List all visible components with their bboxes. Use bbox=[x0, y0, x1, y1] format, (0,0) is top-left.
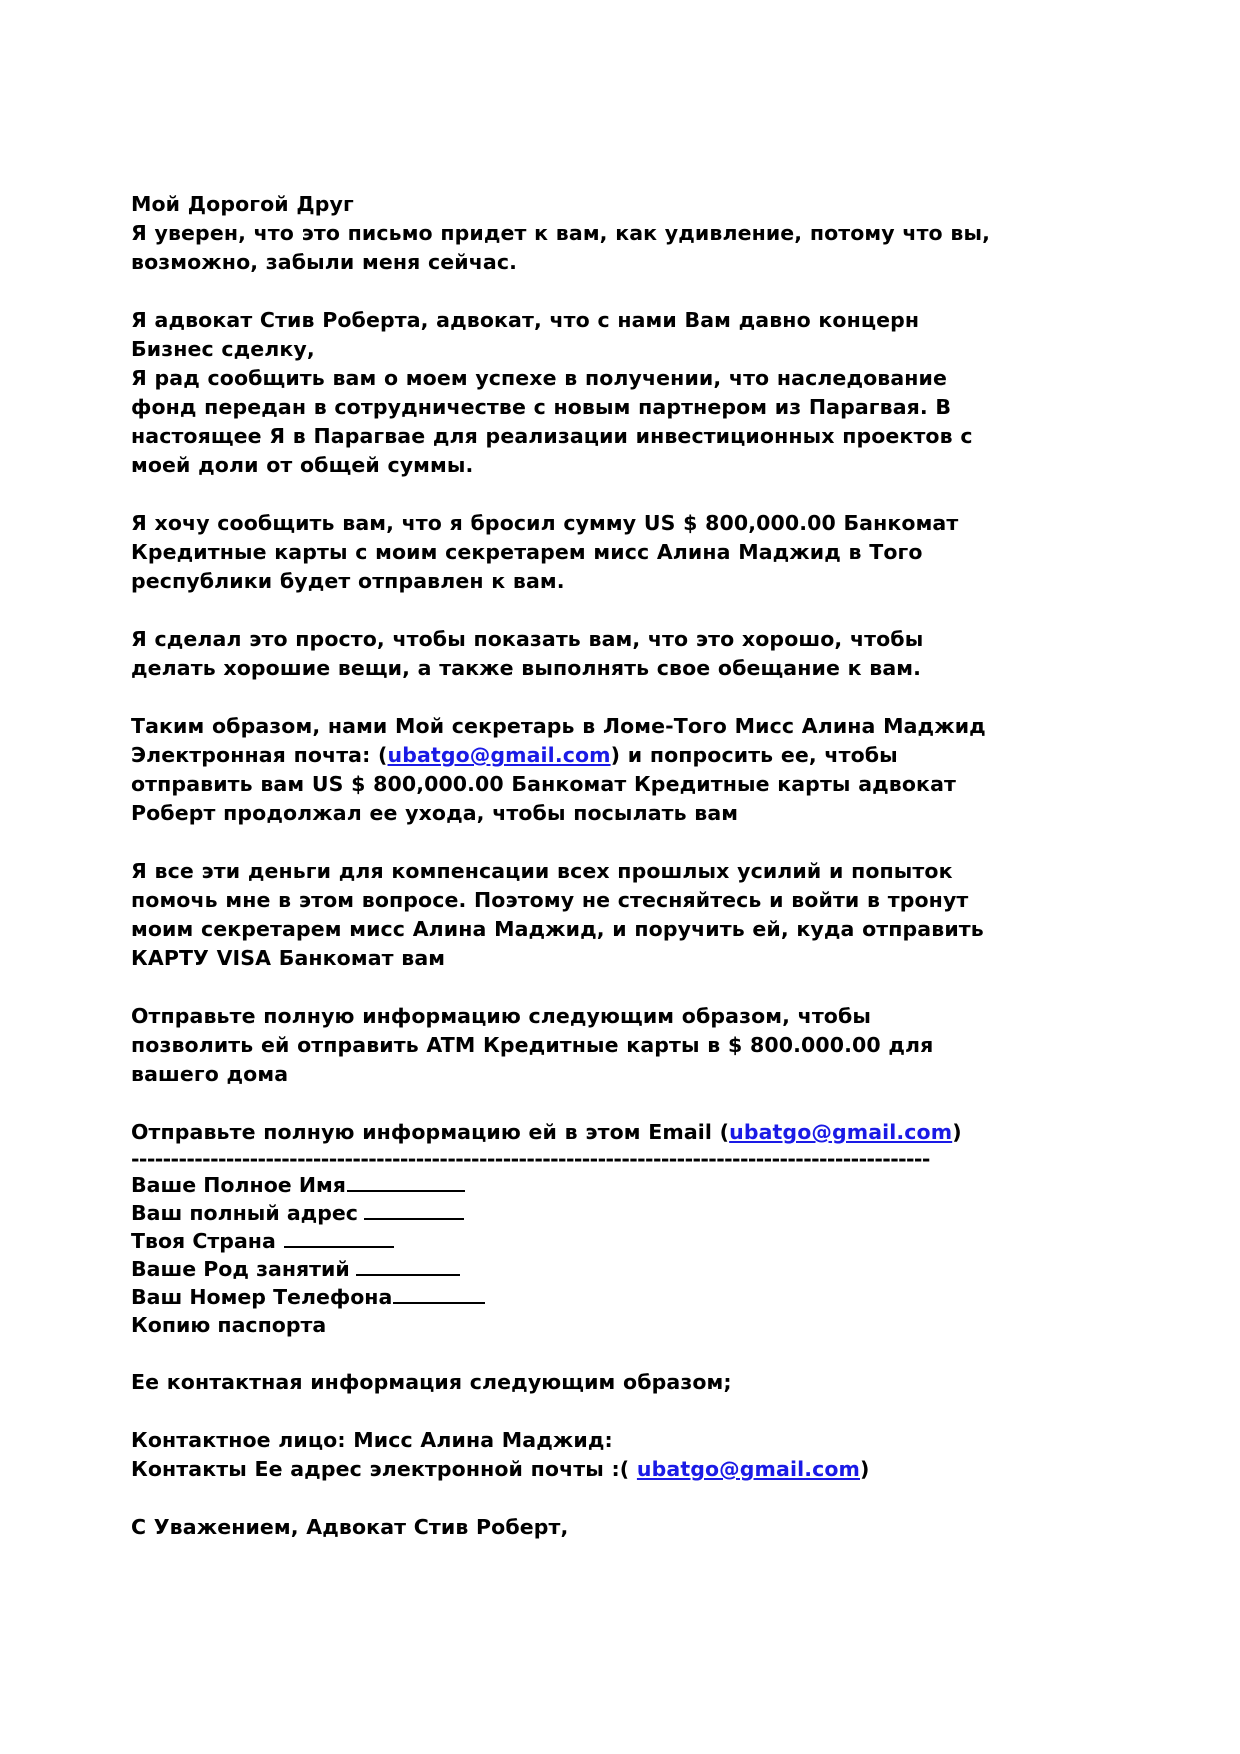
signature: С Уважением, Адвокат Стив Роберт, bbox=[131, 1515, 569, 1539]
paragraph-intro: Я уверен, что это письмо придет к вам, как удивление, потому что вы, возможно, забыли меня сейчас. bbox=[131, 221, 990, 274]
form-field-label: Ваш полный адрес bbox=[131, 1201, 358, 1225]
contact-person-line: Контактное лицо: Мисс Алина Маджид: bbox=[131, 1428, 613, 1452]
form-field-country bbox=[131, 1227, 991, 1255]
contact-text-before: Таким образом, нами Мой секретарь в Ломе-Того Мисс Алина Маджид Электронная почта: ( bbox=[131, 714, 986, 767]
spacer bbox=[131, 480, 991, 509]
email-link-secretary[interactable]: ubatgo@gmail.com bbox=[387, 743, 611, 767]
spacer bbox=[131, 596, 991, 625]
form-field-phone bbox=[131, 1283, 991, 1311]
contact-info-heading: Ее контактная информация следующим образом; bbox=[131, 1370, 732, 1394]
spacer bbox=[131, 277, 991, 306]
paragraph-send-info: Отправьте полную информацию следующим образом, чтобы позволить ей отправить ATM Кредитные карты в $ 800.000.00 для вашего дома bbox=[131, 1004, 934, 1086]
blank-underline[interactable] bbox=[356, 1257, 460, 1276]
form-field-passport: Копию паспорта bbox=[131, 1313, 327, 1337]
salutation: Мой Дорогой Друг bbox=[131, 192, 354, 216]
letter-body bbox=[131, 190, 991, 1542]
send-info-after: ) bbox=[952, 1120, 962, 1144]
blank-underline[interactable] bbox=[284, 1229, 394, 1248]
divider-line: ----------------------------------------------------------------------------------------------------- bbox=[131, 1147, 930, 1171]
contact-email-line bbox=[131, 1455, 991, 1484]
spacer bbox=[131, 1484, 991, 1513]
contact-email-before: Контакты Ее адрес электронной почты :( bbox=[131, 1457, 637, 1481]
blank-underline[interactable] bbox=[364, 1201, 464, 1220]
form-field-occupation bbox=[131, 1255, 991, 1283]
paragraph-amount: Я хочу сообщить вам, что я бросил сумму US $ 800,000.00 Банкомат Кредитные карты с моим секретарем мисс Алина Маджид в Того республики будет отправлен к вам. bbox=[131, 511, 959, 593]
send-info-before: Отправьте полную информацию ей в этом Email ( bbox=[131, 1120, 730, 1144]
form-field-fullname bbox=[131, 1171, 991, 1199]
blank-underline[interactable] bbox=[393, 1285, 485, 1304]
form-field-label: Твоя Страна bbox=[131, 1229, 276, 1253]
paragraph-lawyer: Я адвокат Стив Роберта, адвокат, что с нами Вам давно концерн Бизнес сделку, bbox=[131, 308, 920, 361]
paragraph-inheritance: Я рад сообщить вам о моем успехе в получении, что наследование фонд передан в сотрудничестве с новым партнером из Парагвая. В настоящее Я в Парагвае для реализации инвестиционных проектов с моей доли от общей суммы. bbox=[131, 366, 973, 477]
spacer bbox=[131, 1089, 991, 1118]
paragraph-secretary-contact bbox=[131, 712, 991, 828]
spacer bbox=[131, 973, 991, 1002]
contact-text-after: ) и попросить ее, чтобы отправить вам US $ 800,000.00 Банкомат Кредитные карты адвокат Роберт продолжал ее ухода, чтобы посылать вам bbox=[131, 743, 956, 825]
blank-underline[interactable] bbox=[347, 1173, 465, 1192]
spacer bbox=[131, 1397, 991, 1426]
spacer bbox=[131, 683, 991, 712]
form-field-label: Ваш Номер Телефона bbox=[131, 1285, 393, 1309]
form-field-label: Ваше Полное Имя bbox=[131, 1173, 346, 1197]
contact-email-after: ) bbox=[860, 1457, 870, 1481]
spacer bbox=[131, 1339, 991, 1368]
send-info-email-line bbox=[131, 1118, 991, 1147]
form-field-address bbox=[131, 1199, 991, 1227]
spacer bbox=[131, 828, 991, 857]
paragraph-compensation: Я все эти деньги для компенсации всех прошлых усилий и попыток помочь мне в этом вопросе. Поэтому не стесняйтесь и войти в тронут моим секретарем мисс Алина Маджид, и поручить ей, куда отправить КАРТУ VISA Банкомат вам bbox=[131, 859, 984, 970]
paragraph-promise: Я сделал это просто, чтобы показать вам, что это хорошо, чтобы делать хорошие вещи, а также выполнять свое обещание к вам. bbox=[131, 627, 924, 680]
form-field-label: Ваше Род занятий bbox=[131, 1257, 350, 1281]
email-link-contact[interactable]: ubatgo@gmail.com bbox=[636, 1457, 860, 1481]
email-link-send-info[interactable]: ubatgo@gmail.com bbox=[729, 1120, 953, 1144]
